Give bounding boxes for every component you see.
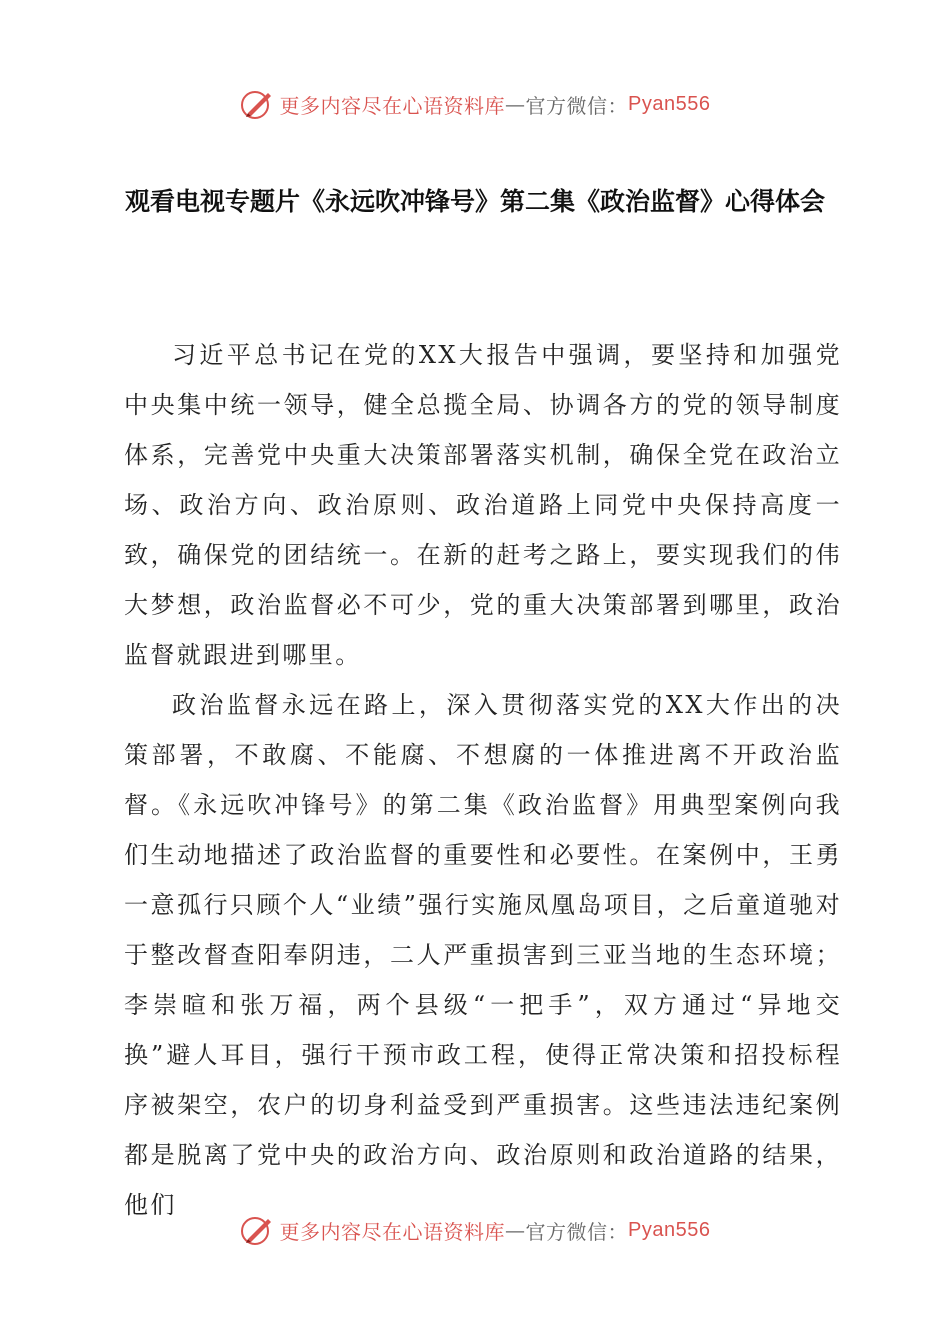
pen-logo-icon [240, 1213, 274, 1247]
watermark-banner-top [0, 84, 950, 124]
watermark-text: 更多内容尽在心语资料库 [279, 1219, 506, 1244]
watermark-wechat-id: Pyan556 [628, 92, 711, 115]
document-title: 观看电视专题片《永远吹冲锋号》第二集《政治监督》心得体会 [124, 187, 825, 216]
watermark-wechat-label: 官方微信： [525, 1219, 629, 1244]
document-body [124, 330, 842, 1230]
watermark-text: 更多内容尽在心语资料库 [279, 93, 506, 118]
watermark-banner-bottom [0, 1210, 950, 1250]
paragraph-1: 习近平总书记在党的XX大报告中强调，要坚持和加强党中央集中统一领导，健全总揽全局、协调各方的党的领导制度体系，完善党中央重大决策部署落实机制，确保全党在政治立场、政治方向、政治原则、政治道路上同党中央保持高度一致，确保党的团结统一。在新的赶考之路上，要实现我们的伟大梦想，政治监督必不可少，党的重大决策部署到哪里，政治监督就跟进到哪里。 [124, 341, 842, 669]
watermark-separator: — [505, 92, 526, 116]
watermark-separator: — [505, 1218, 526, 1242]
watermark-wechat-label: 官方微信： [525, 93, 629, 118]
pen-logo-icon [240, 87, 274, 121]
watermark-wechat-id: Pyan556 [628, 1218, 711, 1241]
paragraph-2: 政治监督永远在路上，深入贯彻落实党的XX大作出的决策部署，不敢腐、不能腐、不想腐的一体推进离不开政治监督。《永远吹冲锋号》的第二集《政治监督》用典型案例向我们生动地描述了政治监督的重要性和必要性。在案例中，王勇一意孤行只顾个人“业绩”强行实施凤凰岛项目，之后童道驰对于整改督查阳奉阴违，二人严重损害到三亚当地的生态环境；李崇暄和张万福，两个县级“一把手”，双方通过“异地交换”避人耳目，强行干预市政工程，使得正常决策和招投标程序被架空，农户的切身利益受到严重损害。这些违法违纪案例都是脱离了党中央的政治方向、政治原则和政治道路的结果，他们 [124, 691, 842, 1219]
